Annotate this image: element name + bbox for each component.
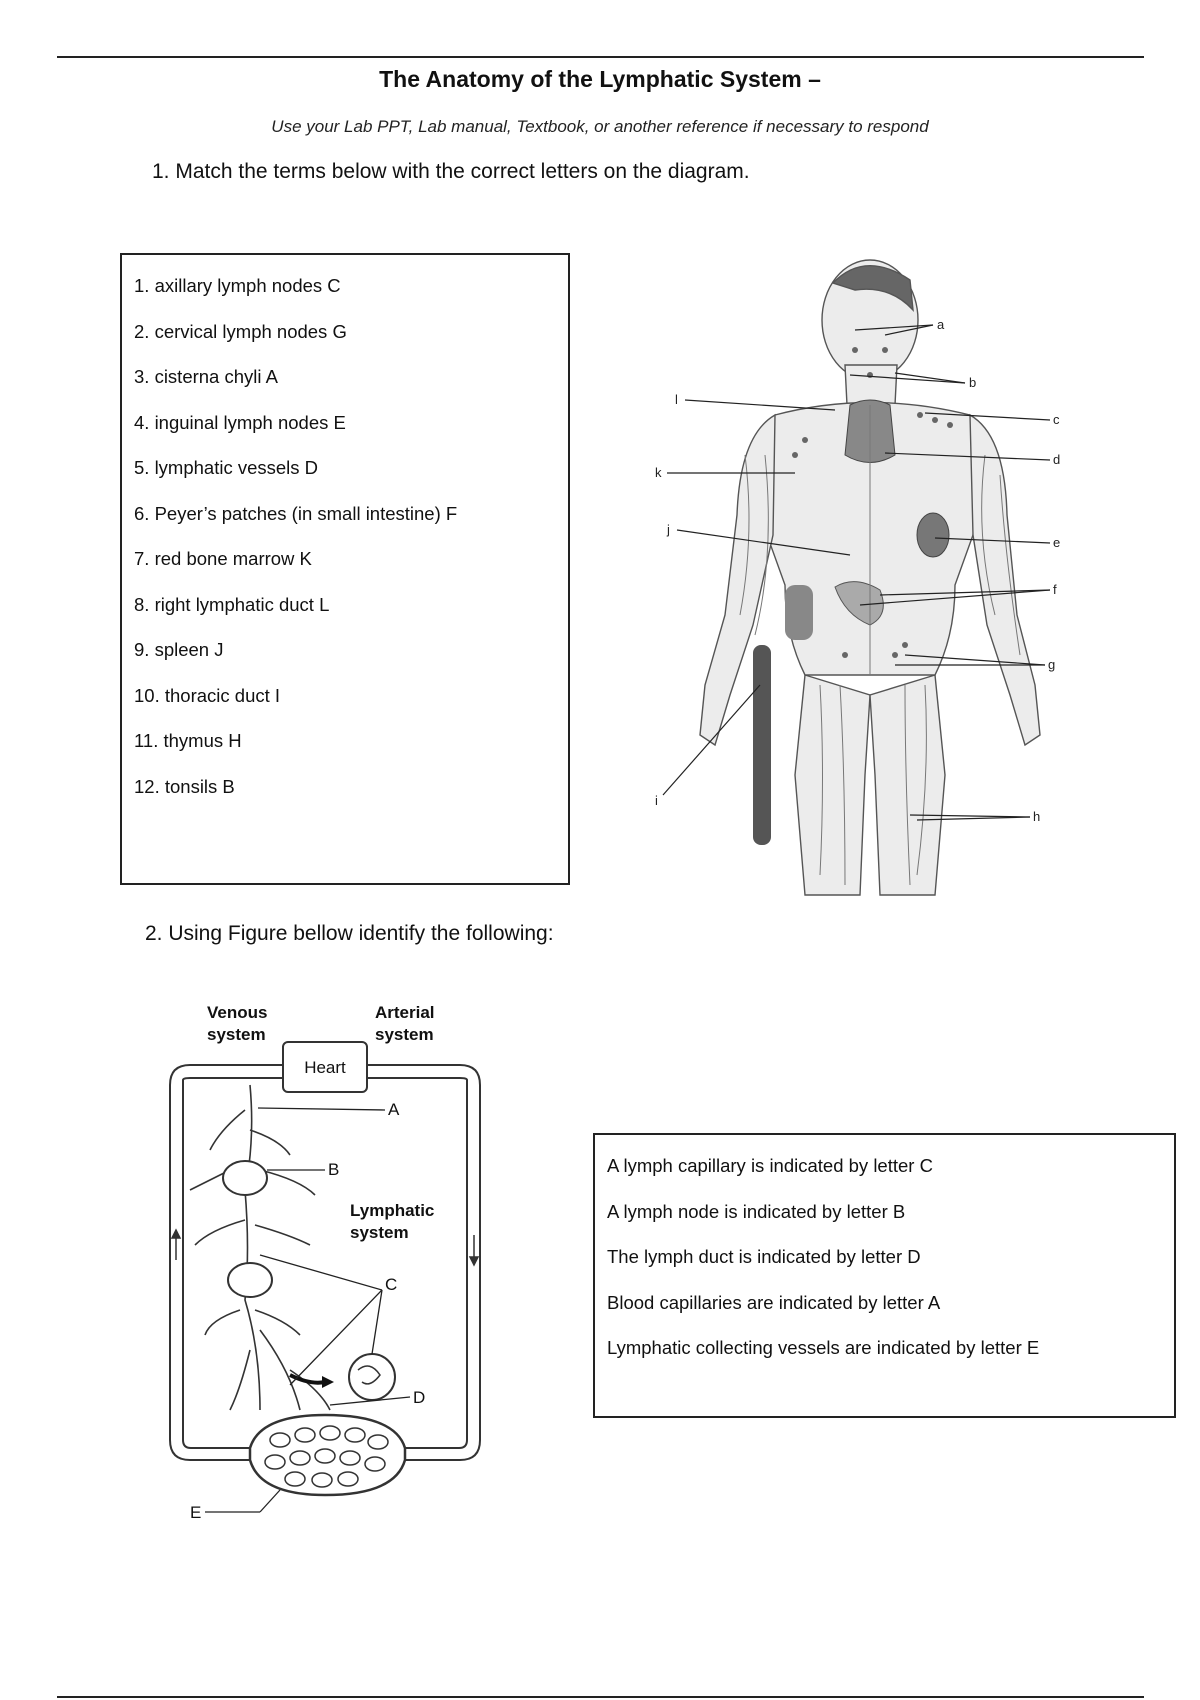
term-item: 12. tonsils B [134, 775, 235, 797]
left-leg-shape [870, 675, 945, 895]
term-item: 1. axillary lymph nodes C [134, 275, 341, 296]
term-item: 2. cervical lymph nodes G [134, 320, 347, 342]
lymph-node-b [223, 1161, 267, 1195]
page-title: The Anatomy of the Lymphatic System – [379, 66, 821, 92]
answer-item: The lymph duct is indicated by letter D [607, 1246, 921, 1267]
bottom-rule [57, 1696, 1144, 1698]
spleen-organ [917, 513, 949, 557]
label-c: c [1053, 412, 1060, 427]
letter-c: C [385, 1275, 398, 1294]
term-item: 4. inguinal lymph nodes E [134, 411, 346, 433]
term-item: 8. right lymphatic duct L [134, 593, 330, 615]
answer-item: A lymph node is indicated by letter B [607, 1200, 906, 1222]
terms-answer-box[interactable] [120, 253, 570, 885]
term-item: 11. thymus H [134, 730, 242, 751]
question-1: 1. Match the terms below with the correct letters on the diagram. [152, 160, 750, 183]
term-item: 9. spleen J [134, 639, 224, 660]
label-d: d [1053, 452, 1061, 467]
label-j: j [667, 522, 670, 537]
top-rule [57, 56, 1144, 58]
arterial-label-1: Arterial [375, 1003, 435, 1022]
right-leg-shape [795, 675, 870, 895]
left-arm-shape [970, 415, 1040, 745]
kidney-organ [785, 585, 813, 640]
letter-a: A [388, 1100, 400, 1119]
term-item: 7. red bone marrow K [134, 548, 312, 569]
label-e: e [1053, 535, 1061, 550]
arterial-label-2: system [375, 1025, 434, 1044]
lymph-node-c [228, 1263, 272, 1297]
venous-label-2: system [207, 1025, 266, 1044]
question-2: 2. Using Figure bellow identify the following: [145, 922, 554, 945]
label-a: a [937, 317, 945, 332]
bone-marrow-organ [753, 645, 771, 845]
label-i: i [655, 793, 658, 808]
venous-label-1: Venous [207, 1003, 268, 1022]
heart-label: Heart [304, 1058, 346, 1077]
label-k: k [655, 465, 662, 480]
term-item: 5. lymphatic vessels D [134, 457, 319, 478]
letter-b: B [328, 1160, 340, 1179]
lymphatic-circulation-diagram [150, 990, 510, 1530]
answer-item: A lymph capillary is indicated by letter C [607, 1155, 933, 1176]
capillary-magnified [349, 1354, 395, 1400]
answer-item: Lymphatic collecting vessels are indicated by letter E [607, 1337, 1040, 1358]
label-l: l [675, 392, 678, 407]
term-item: 10. thoracic duct I [134, 684, 281, 706]
page-subtitle: Use your Lab PPT, Lab manual, Textbook, or another reference if necessary to respond [271, 117, 929, 136]
term-item: 6. Peyer’s patches (in small intestine) F [134, 502, 458, 524]
label-g: g [1048, 657, 1056, 672]
term-item: 3. cisterna chyli A [134, 366, 278, 387]
lymphatic-body-diagram [655, 255, 1075, 905]
figure-answers-box[interactable] [593, 1133, 1176, 1418]
lymphatic-label-2: system [350, 1223, 409, 1242]
neck-shape [845, 365, 897, 405]
letter-d: D [413, 1388, 426, 1407]
label-h: h [1033, 809, 1041, 824]
label-b: b [969, 375, 977, 390]
letter-e: E [190, 1503, 202, 1522]
label-f: f [1053, 582, 1057, 597]
lymphatic-label-1: Lymphatic [350, 1201, 435, 1220]
answer-item: Blood capillaries are indicated by letter A [607, 1291, 941, 1313]
